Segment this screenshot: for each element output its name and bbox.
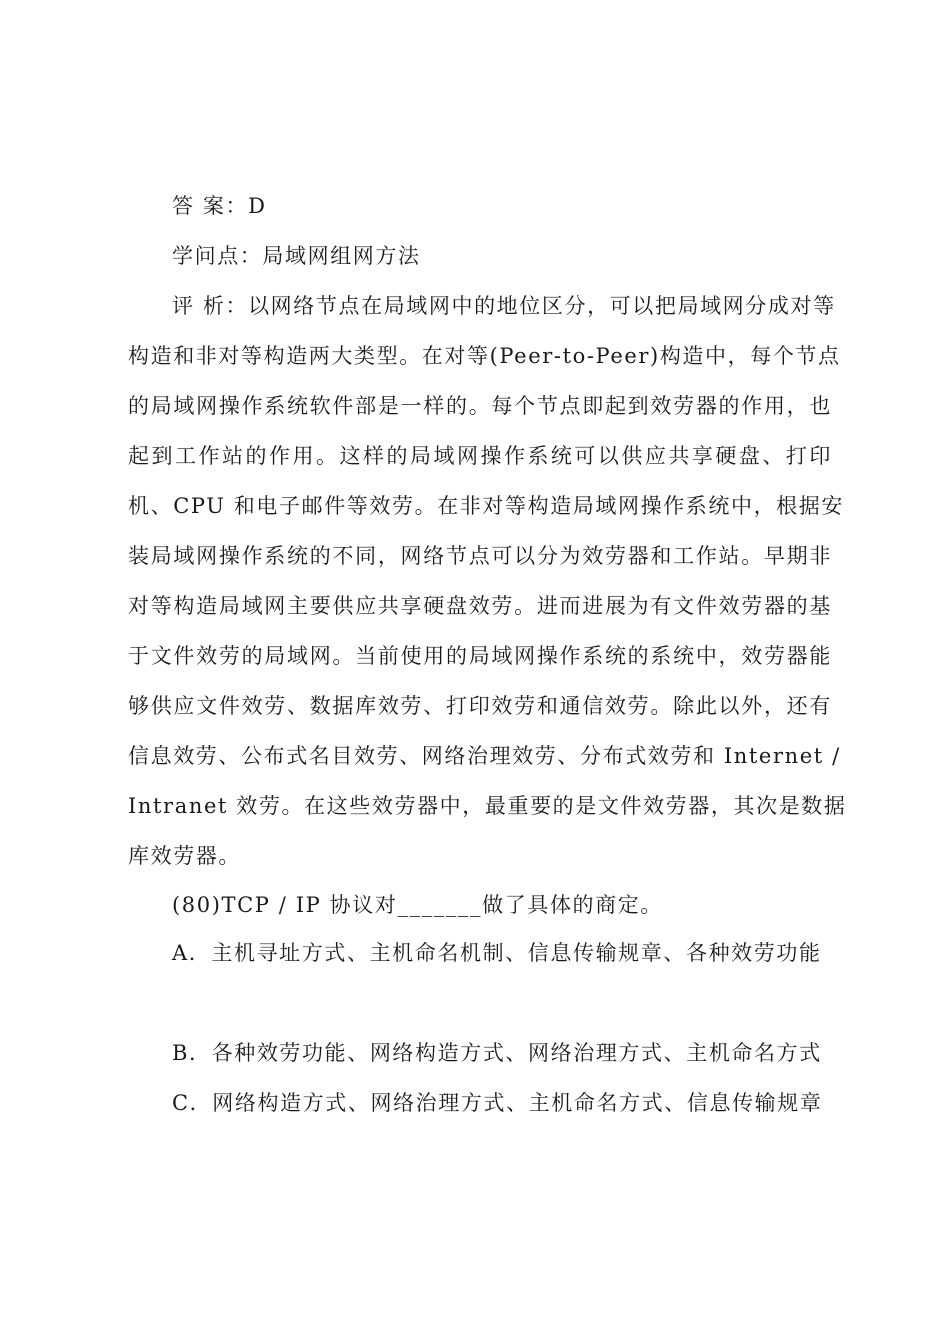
analysis-line: 装局域网操作系统的不同，网络节点可以分为效劳器和工作站。早期非 <box>128 544 832 568</box>
analysis-line: Intranet 效劳。在这些效劳器中，最重要的是文件效劳器，其次是数据 <box>128 794 847 818</box>
analysis-line: 信息效劳、公布式名目效劳、网络治理效劳、分布式效劳和 Internet / <box>128 744 841 768</box>
question-text: (80)TCP / IP 协议对_______做了具体的商定。 <box>172 893 663 917</box>
analysis-line: 库效劳器。 <box>128 844 241 868</box>
option-b: B．各种效劳功能、网络构造方式、网络治理方式、主机命名方式 <box>172 1041 822 1065</box>
analysis-line: 对等构造局域网主要供应共享硬盘效劳。进而进展为有文件效劳器的基 <box>128 594 832 618</box>
analysis-line: 评 析：以网络节点在局域网中的地位区分，可以把局域网分成对等 <box>172 294 836 318</box>
option-c: C．网络构造方式、网络治理方式、主机命名方式、信息传输规章 <box>172 1091 823 1115</box>
analysis-line: 的局域网操作系统软件部是一样的。每个节点即起到效劳器的作用，也 <box>128 394 832 418</box>
answer-line: 答 案：D <box>172 194 267 218</box>
option-a: A．主机寻址方式、主机命名机制、信息传输规章、各种效劳功能 <box>172 941 822 965</box>
analysis-line: 于文件效劳的局域网。当前使用的局域网操作系统的系统中，效劳器能 <box>128 644 832 668</box>
analysis-line: 构造和非对等构造两大类型。在对等(Peer-to-Peer)构造中，每个节点 <box>128 344 841 368</box>
analysis-line: 机、CPU 和电子邮件等效劳。在非对等构造局域网操作系统中，根据安 <box>128 494 844 518</box>
knowledge-point-line: 学问点：局域网组网方法 <box>172 244 421 268</box>
analysis-line: 起到工作站的作用。这样的局域网操作系统可以供应共享硬盘、打印 <box>128 444 832 468</box>
analysis-line: 够供应文件效劳、数据库效劳、打印效劳和通信效劳。除此以外，还有 <box>128 694 832 718</box>
